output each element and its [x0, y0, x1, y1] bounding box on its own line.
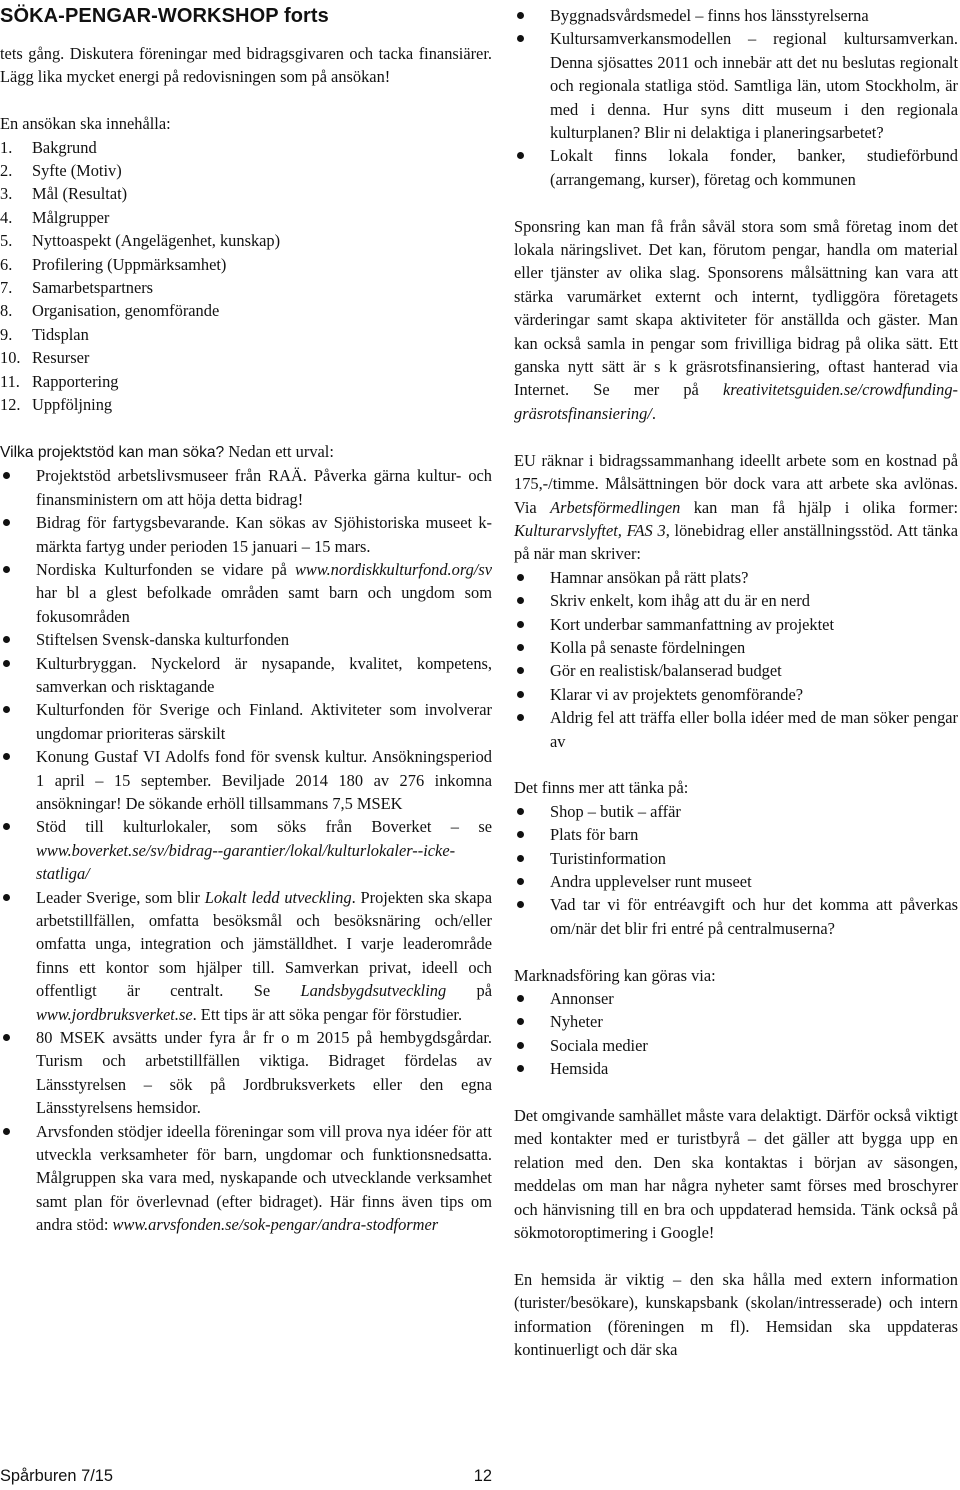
list-item: Sociala medier [514, 1034, 958, 1057]
list-item: 3. Mål (Resultat) [0, 184, 128, 204]
more-heading: Det finns mer att tänka på: [514, 778, 689, 798]
marketing-list [514, 987, 958, 1081]
list-item: Hamnar ansökan på rätt plats? [514, 566, 958, 589]
bullet-icon [517, 12, 524, 19]
more-list [514, 800, 958, 940]
page-number: 12 [473, 1467, 492, 1485]
bullet-icon [517, 855, 524, 862]
eu-paragraph: EU räknar i bidragssammanhang ideellt arbete som en kostnad på 175,-/timme. Målsättningen bör dock vara att arbete ska avlönas. Via Arbetsförmedlingen kan man få hjälp i olika former: Kulturarvslyftet, FAS 3, lönebidrag eller anställningsstöd. Att tänka på när man skriver: [514, 450, 958, 564]
bullet-icon [3, 706, 10, 713]
list-item: 5. Nyttoaspekt (Angelägenhet, kunskap) [0, 231, 281, 251]
list-item: 2. Syfte (Motiv) [0, 161, 122, 181]
bullet-icon [3, 519, 10, 526]
support-heading: Vilka projektstöd kan man söka? Nedan ett urval: [0, 441, 334, 461]
bullet-icon [517, 714, 524, 721]
list-item: Kort underbar sammanfattning av projektet [514, 613, 958, 636]
community-paragraph: Det omgivande samhället måste vara delaktigt. Därför också viktigt med kontakter med er turistbyrå – det gäller att bygga upp en relation med den. Den ska kontaktas i början av säsongen, meddelas om man har några nyheter samt förses med broschyrer och hänvisning till en bra och uppdaterad hemsida. Tänk också på sökmotoroptimering i Google! [514, 1106, 958, 1243]
bullet-icon [517, 574, 524, 581]
list-item: 9. Tidsplan [0, 324, 89, 344]
list-item: Nyheter [514, 1010, 958, 1033]
page-footer [0, 1467, 492, 1490]
list-item: Kulturfonden för Sverige och Finland. Aktiviteter som involverar ungdomar prioriteras särskilt [0, 698, 492, 745]
bullet-icon [517, 621, 524, 628]
list-item: Kulturbryggan. Nyckelord är nysapande, kvalitet, kompetens, samverkan och risktagande [0, 652, 492, 699]
bullet-icon [3, 894, 10, 901]
list-item: Stöd till kulturlokaler, som söks från Boverket – se www.boverket.se/sv/bidrag--garantier/lokal/kulturlokaler--icke-statliga/ [0, 815, 492, 885]
bullet-icon [517, 597, 524, 604]
page-title: SÖKA-PENGAR-WORKSHOP forts [0, 5, 329, 27]
website-paragraph: En hemsida är viktig – den ska hålla med extern information (turister/besökare), kunskapsbank (skolan/intresserade) och intern information (föreningen m fl). Hemsidan ska uppdateras kontinuerligt och där ska [514, 1269, 958, 1360]
list-item: 1. Bakgrund [0, 137, 97, 157]
bullet-icon [3, 753, 10, 760]
bullet-icon [517, 691, 524, 698]
link[interactable]: www.boverket.se/sv/bidrag--garantier/lokal/kulturlokaler--icke-statliga/ [36, 840, 456, 884]
list-item: Konung Gustaf VI Adolfs fond för svensk kultur. Ansökningsperiod 1 april – 15 september. Beviljade 2014 180 av 276 inkomna ansökningar! De sökande erhöll tillsammans 7,5 MSEK [0, 745, 492, 815]
bullet-icon [517, 1018, 524, 1025]
list-item: 11. Rapportering [0, 371, 119, 391]
list-item: 12. Uppföljning [0, 395, 113, 415]
list-item: Shop – butik – affär [514, 800, 958, 823]
link[interactable]: www.jordbruksverket.se [36, 1004, 193, 1024]
list-item: 4. Målgrupper [0, 207, 110, 227]
list-item: 7. Samarbetspartners [0, 278, 154, 298]
list-item: 80 MSEK avsätts under fyra år fr o m 2015 på hembygdsgårdar. Turism och arbetstillfällen viktiga. Bidraget fördelas av Länsstyrelsen – sök på Jordbruksverkets eller den egna Länsstyrelsens hemsidor. [0, 1026, 492, 1120]
bullet-icon [3, 660, 10, 667]
list-item: Kolla på senaste fördelningen [514, 636, 958, 659]
list-item: 6. Profilering (Uppmärksamhet) [0, 254, 227, 274]
bullet-icon [517, 995, 524, 1002]
sponsorship-paragraph: Sponsring kan man få från såväl stora som små företag inom det lokala näringslivet. Det kan, förutom pengar, handla om material eller tjänster av olika slag. Sponsorens målsättning kan vara att stärka varumärket externt och internt, tydliggöra företagets värderingar samt skapa aktiviteter för anställda och gäster. Man kan också samla in pengar som frivilliga bidrag på olika sätt. Ett ganska nytt sätt är s k gräsrotsfinansiering, oftast hanterad via Internet. Se mer på kreativitetsguiden.se/crowdfunding-gräsrotsfinansiering/. [514, 216, 958, 423]
list-item: Gör en realistisk/balanserad budget [514, 659, 958, 682]
funding-list [514, 4, 958, 191]
bullet-icon [3, 1128, 10, 1135]
list-item: Hemsida [514, 1057, 958, 1080]
bullet-icon [517, 808, 524, 815]
publication-label: Spårburen 7/15 [0, 1467, 113, 1485]
bullet-icon [517, 901, 524, 908]
list-item: Turistinformation [514, 847, 958, 870]
bullet-icon [3, 636, 10, 643]
list-item: Andra upplevelser runt museet [514, 870, 958, 893]
bullet-icon [517, 152, 524, 159]
support-list [0, 464, 492, 1236]
marketing-heading: Marknadsföring kan göras via: [514, 965, 716, 985]
list-item: Plats för barn [514, 823, 958, 846]
bullet-icon [3, 823, 10, 830]
list-item: Bidrag för fartygsbevarande. Kan sökas av Sjöhistoriska museet k-märkta fartyg under perioden 15 januari – 15 mars. [0, 511, 492, 558]
list-item: Stiftelsen Svensk-danska kulturfonden [0, 628, 492, 651]
list-item: 10. Resurser [0, 348, 90, 368]
bullet-icon [3, 472, 10, 479]
intro-paragraph: tets gång. Diskutera föreningar med bidragsgivaren och tacka finansiärer. Lägg lika mycket energi på redovisningen som på ansökan! [0, 44, 492, 87]
bullet-icon [3, 566, 10, 573]
bullet-icon [517, 1065, 524, 1072]
contents-heading: En ansökan ska innehålla: [0, 114, 171, 134]
list-item: Leader Sverige, som blir Lokalt ledd utveckling. Projekten ska skapa arbetstillfällen, omfatta besöksmål och besöksnäring och/eller omfatta unga, integration och jämställdhet. I varje leaderområde finns ett kontor som hjälper till. Samverkan privat, ideell och offentligt är centralt. Se Landsbygdsutveckling på www.jordbruksverket.se. Ett tips är att söka pengar för förstudier. [0, 886, 492, 1026]
contents-list [0, 136, 492, 417]
list-item: Byggnadsvårdsmedel – finns hos länsstyrelserna [514, 4, 958, 27]
list-item: Vad tar vi för entréavgift och hur det komma att påverkas om/när det blir fri entré på centralmuserna? [514, 893, 958, 940]
bullet-icon [517, 878, 524, 885]
list-item: Nordiska Kulturfonden se vidare på www.nordiskkulturfond.org/sv har bl a glest befolkade områden samt barn och ungdom som fokusområden [0, 558, 492, 628]
link[interactable]: www.nordiskkulturfond.org/sv [295, 559, 492, 579]
list-item: Projektstöd arbetslivsmuseer från RAÄ. Påverka gärna kultur- och finansministern om att höja detta bidrag! [0, 464, 492, 511]
bullet-icon [517, 667, 524, 674]
list-item: Lokalt finns lokala fonder, banker, studieförbund (arrangemang, kurser), företag och kommunen [514, 144, 958, 191]
left-column [0, 0, 492, 1237]
writing-tips-list [514, 566, 958, 753]
list-item: Kultursamverkansmodellen – regional kultursamverkan. Denna sjösattes 2011 och innebär att det nu beslutas regionalt och regionala statliga stöd. Samtliga län, utom Stockholm, är med i denna. Hur syns ditt museum i den regionala kulturplanen? Blir ni delaktiga i planeringsarbetet? [514, 27, 958, 144]
list-item: Klarar vi av projektets genomförande? [514, 683, 958, 706]
list-item: 8. Organisation, genomförande [0, 301, 220, 321]
link[interactable]: www.arvsfonden.se/sok-pengar/andra-stodformer [112, 1215, 439, 1235]
link[interactable]: kreativitetsguiden.se/crowdfunding-gräsrotsfinansiering/ [514, 380, 958, 423]
list-item: Skriv enkelt, kom ihåg att du är en nerd [514, 589, 958, 612]
bullet-icon [517, 644, 524, 651]
list-item: Arvsfonden stödjer ideella föreningar som vill prova nya idéer för att utveckla verksamheter för barn, ungdomar och funktionsnedsatta. Målgruppen ska vara med, nyskapande och utvecklande verksamhet samt plan för överlevnad (efter bidraget). Här finns även tips om andra stöd: www.arvsfonden.se/sok-pengar/andra-stodformer [0, 1120, 492, 1237]
right-column [514, 0, 958, 1361]
bullet-icon [517, 1042, 524, 1049]
list-item: Annonser [514, 987, 958, 1010]
list-item: Aldrig fel att träffa eller bolla idéer med de man söker pengar av [514, 706, 958, 753]
bullet-icon [517, 831, 524, 838]
bullet-icon [517, 35, 524, 42]
bullet-icon [3, 1034, 10, 1041]
